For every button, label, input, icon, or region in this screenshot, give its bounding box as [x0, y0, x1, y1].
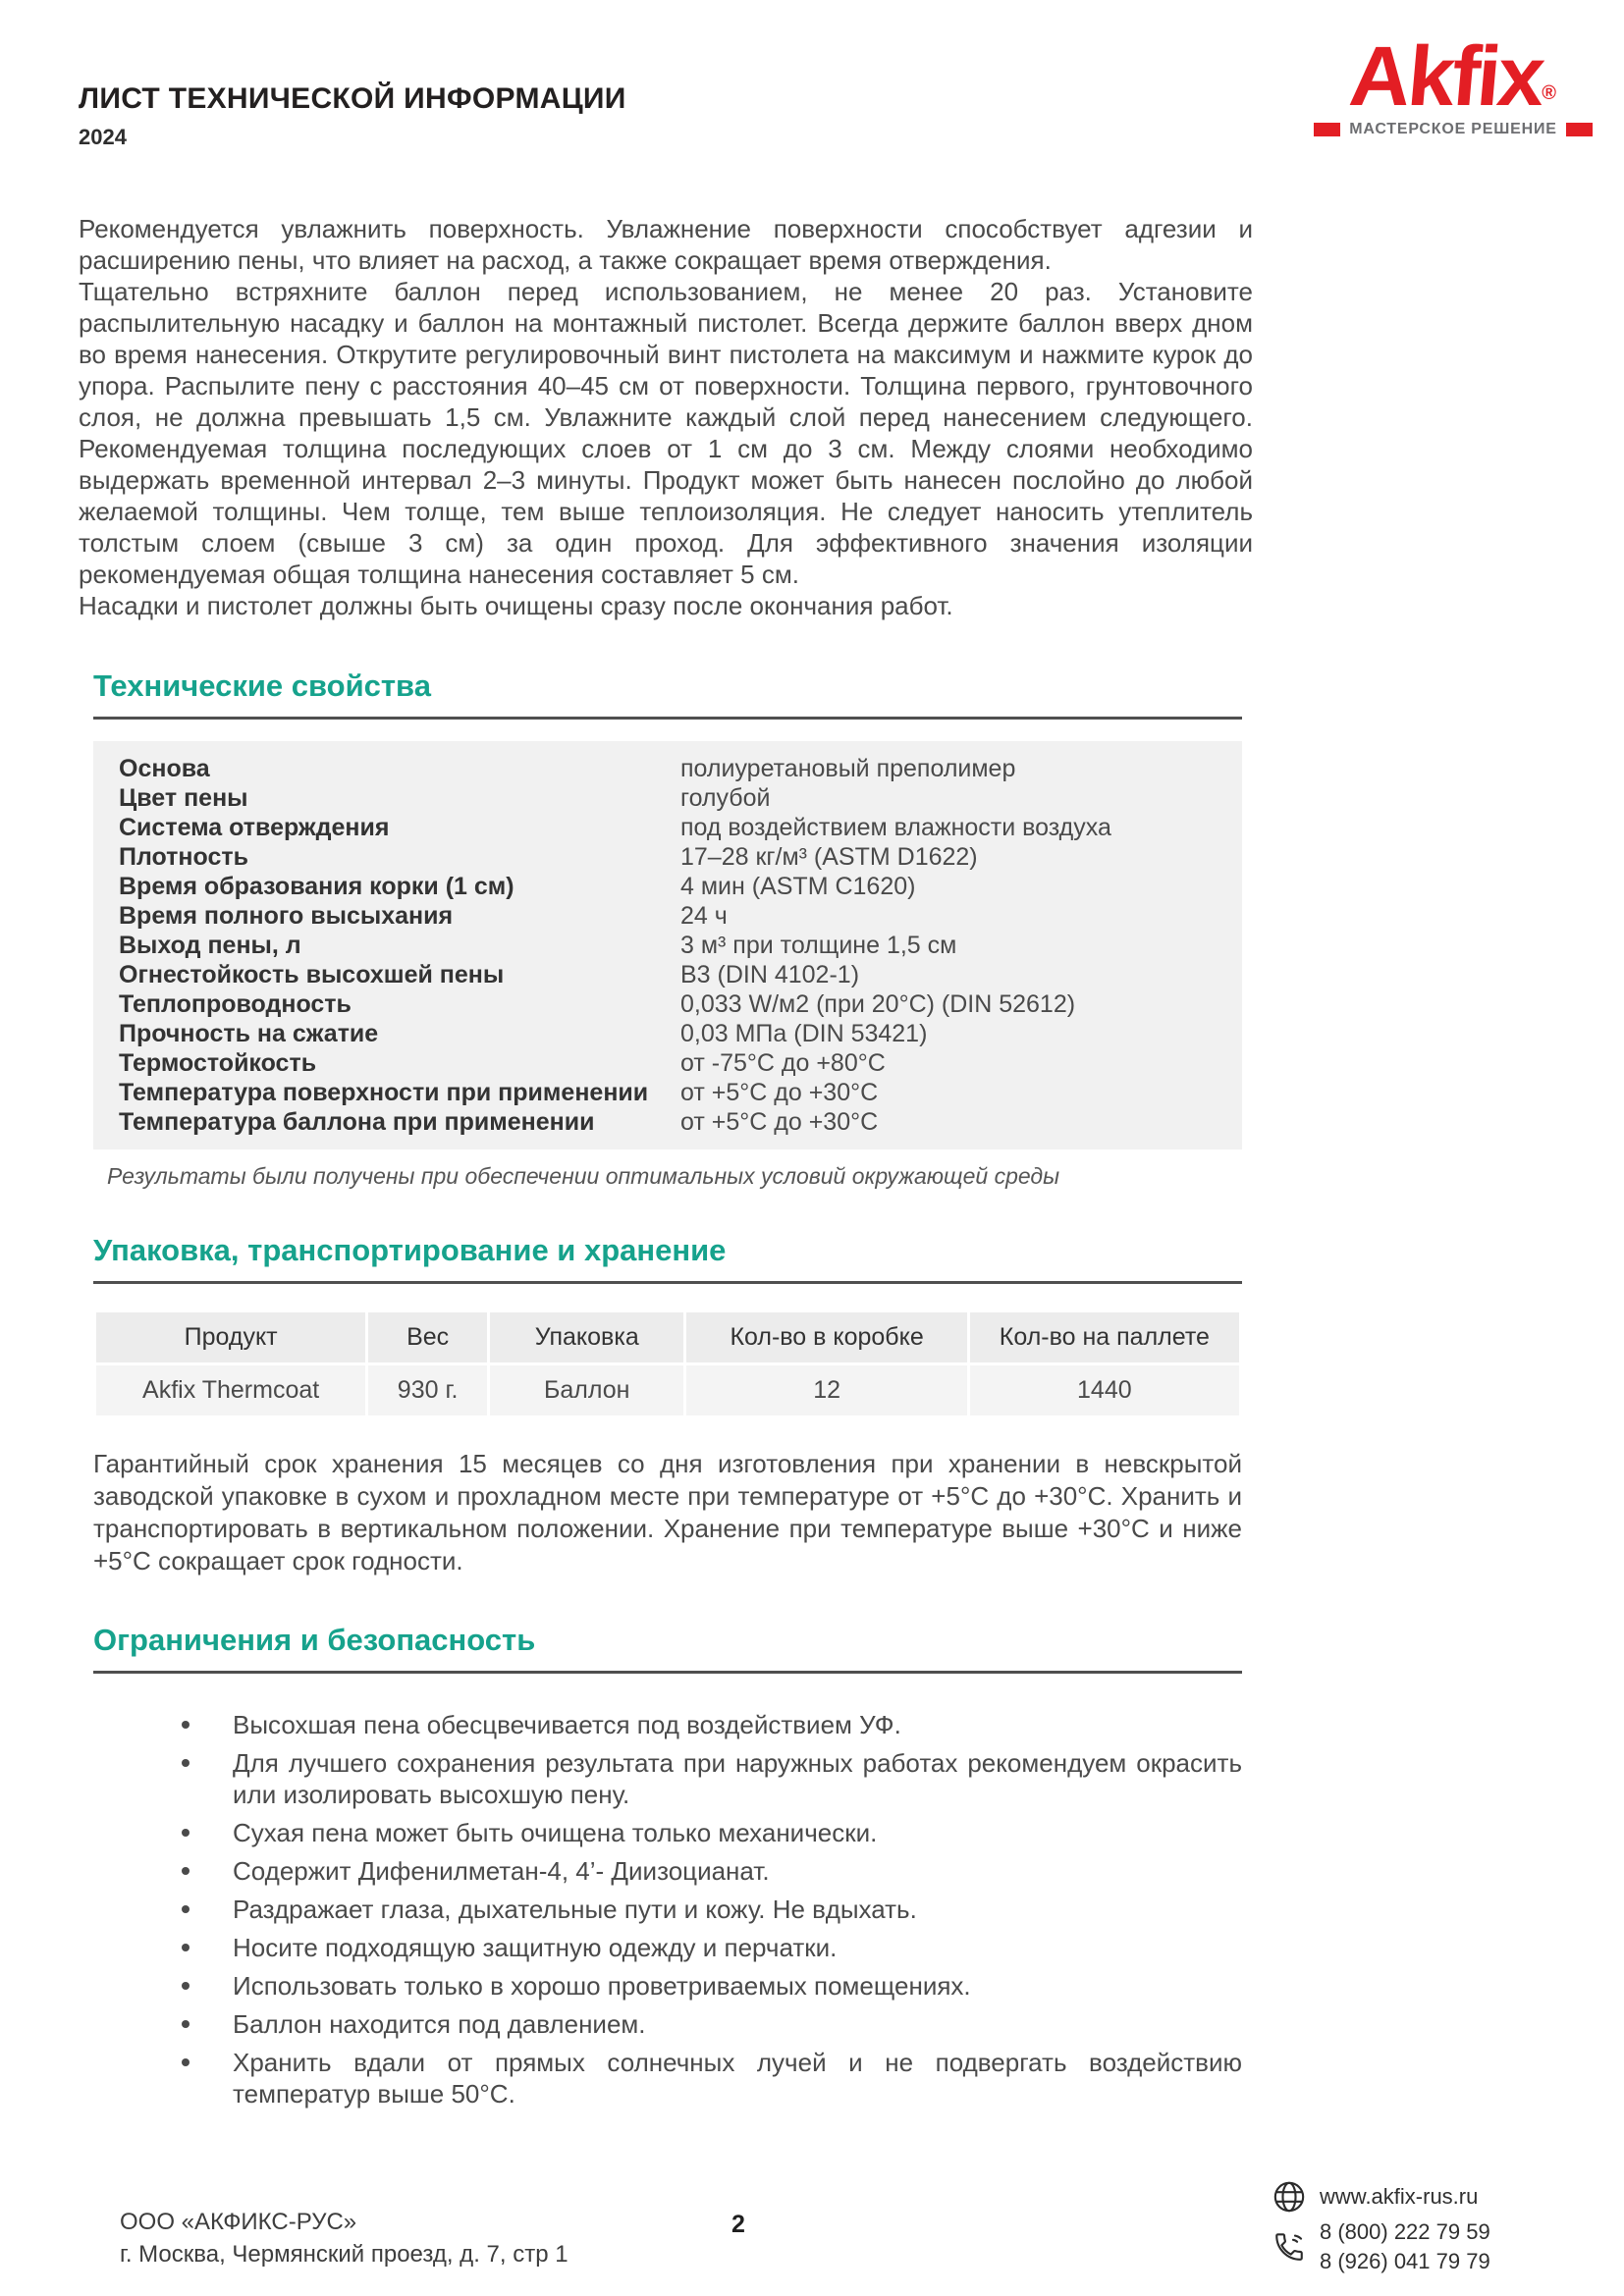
list-item: Баллон находится под давлением.	[93, 2008, 1242, 2040]
brand-tagline	[1327, 121, 1579, 138]
list-item: Раздражает глаза, дыхательные пути и кожу. Не вдыхать.	[93, 1894, 1242, 1925]
cell-qty-pallet: 1440	[968, 1364, 1240, 1417]
page-number: 2	[731, 2211, 745, 2238]
footer-company-block	[120, 2206, 568, 2270]
property-value: под воздействием влажности воздуха	[680, 814, 1111, 841]
property-label: Прочность на сжатие	[119, 1020, 379, 1047]
property-value: от -75°C до +80°C	[680, 1049, 886, 1077]
tagline-bar-right	[1566, 123, 1593, 136]
property-value: от +5°C до +30°C	[680, 1108, 879, 1136]
property-label: Температура поверхности при применении	[119, 1079, 649, 1106]
property-label: Цвет пены	[119, 784, 248, 812]
section-title: Упаковка, транспортирование и хранение	[93, 1233, 727, 1267]
phone-icon	[1272, 2230, 1306, 2264]
phone-numbers	[1320, 2217, 1490, 2276]
property-label: Время полного высыхания	[119, 902, 454, 930]
section-divider	[93, 1671, 1242, 1674]
property-label: Основа	[119, 755, 210, 782]
property-row	[119, 989, 1224, 1019]
safety-list	[93, 1709, 1242, 2109]
property-value: 17–28 кг/м³ (ASTM D1622)	[680, 843, 978, 871]
results-note: Результаты были получены при обеспечении оптимальных условий окружающей среды	[107, 1163, 1060, 1189]
phone-number-1: 8 (800) 222 79 59	[1320, 2219, 1490, 2244]
property-row	[119, 1107, 1224, 1137]
list-item: Содержит Дифенилметан-4, 4’- Диизоцианат.	[93, 1855, 1242, 1887]
list-item: Для лучшего сохранения результата при наружных работах рекомендуем окрасить или изолировать высохшую пену.	[93, 1747, 1242, 1810]
doc-year: 2024	[79, 125, 127, 149]
tagline-text: МАСТЕРСКОЕ РЕШЕНИЕ	[1349, 121, 1557, 138]
section-title: Ограничения и безопасность	[93, 1623, 536, 1657]
column-header-weight: Вес	[367, 1311, 489, 1364]
list-item: Высохшая пена обесцвечивается под воздействием УФ.	[93, 1709, 1242, 1740]
section-title: Технические свойства	[93, 668, 431, 703]
property-label: Система отверждения	[119, 814, 390, 841]
section-technical-properties	[93, 668, 1242, 1190]
property-label: Время образования корки (1 см)	[119, 873, 514, 900]
property-value: 4 мин (ASTM C1620)	[680, 873, 916, 900]
property-value: от +5°C до +30°C	[680, 1079, 879, 1106]
warranty-paragraph: Гарантийный срок хранения 15 месяцев со дня изготовления при хранении в невскрытой заводской упаковке в сухом и прохладном месте при температуре от +5°C до +30°C. Хранить и транспортировать в вертикальном положении. Хранение при температуре выше +30°C и ниже +5°C сокращает срок годности.	[93, 1449, 1242, 1575]
section-packaging	[93, 1233, 1242, 1577]
brand-wordmark	[1327, 29, 1579, 124]
property-row	[119, 754, 1224, 783]
property-row	[119, 1048, 1224, 1078]
cell-product: Akfix Thermcoat	[95, 1364, 367, 1417]
property-row	[119, 842, 1224, 872]
list-item: Использовать только в хорошо проветриваемых помещениях.	[93, 1970, 1242, 2002]
property-label: Термостойкость	[119, 1049, 317, 1077]
list-item: Сухая пена может быть очищена только механически.	[93, 1817, 1242, 1848]
cell-weight: 930 г.	[367, 1364, 489, 1417]
tagline-bar-left	[1314, 123, 1340, 136]
property-value: полиуретановый преполимер	[680, 755, 1016, 782]
property-row	[119, 1019, 1224, 1048]
column-header-packaging: Упаковка	[489, 1311, 685, 1364]
packaging-header-row	[95, 1311, 1241, 1364]
section-safety	[93, 1623, 1242, 2109]
column-header-product: Продукт	[95, 1311, 367, 1364]
property-row	[119, 901, 1224, 931]
property-label: Плотность	[119, 843, 248, 871]
company-name: ООО «АКФИКС-РУС»	[120, 2209, 357, 2235]
packaging-table	[93, 1309, 1242, 1418]
intro-paragraph: Рекомендуется увлажнить поверхность. Увлажнение поверхности способствует адгезии и расширению пены, что влияет на расход, а также сокращает время отверждения.	[79, 214, 1253, 275]
company-address: г. Москва, Чермянский проезд, д. 7, стр 1	[120, 2241, 568, 2268]
brand-logo	[1327, 29, 1579, 138]
property-row	[119, 783, 1224, 813]
property-value: 3 м³ при толщине 1,5 см	[680, 932, 957, 959]
property-row	[119, 931, 1224, 960]
property-row	[119, 960, 1224, 989]
property-value: 0,03 МПа (DIN 53421)	[680, 1020, 928, 1047]
globe-icon	[1272, 2180, 1306, 2214]
page-title: ЛИСТ ТЕХНИЧЕСКОЙ ИНФОРМАЦИИ	[79, 82, 626, 115]
website-row	[1272, 2180, 1490, 2214]
property-label: Выход пены, л	[119, 932, 301, 959]
list-item: Хранить вдали от прямых солнечных лучей и не подвергать воздействию температур выше 50°C.	[93, 2047, 1242, 2109]
property-value: B3 (DIN 4102-1)	[680, 961, 860, 988]
property-label: Теплопроводность	[119, 990, 352, 1018]
property-value: голубой	[680, 784, 771, 812]
column-header-qty-box: Кол-во в коробке	[685, 1311, 968, 1364]
property-value: 0,033 W/м2 (при 20°C) (DIN 52612)	[680, 990, 1076, 1018]
property-value: 24 ч	[680, 902, 728, 930]
phones-row	[1272, 2217, 1490, 2276]
list-item: Носите подходящую защитную одежду и перчатки.	[93, 1932, 1242, 1963]
tech-properties-table	[93, 741, 1242, 1149]
phone-number-2: 8 (926) 041 79 79	[1320, 2249, 1490, 2273]
column-header-qty-pallet: Кол-во на паллете	[968, 1311, 1240, 1364]
property-row	[119, 1078, 1224, 1107]
intro-paragraph: Тщательно встряхните баллон перед использованием, не менее 20 раз. Установите распылительную насадку и баллон на монтажный пистолет. Всегда держите баллон вверх дном во время нанесения. Открутите регулировочный винт пистолета на максимум и нажмите курок до упора. Распылите пену с расстояния 40–45 см от поверхности. Толщина первого, грунтовочного слоя, не должна превышать 1,5 см. Увлажните каждый слой перед нанесением следующего. Рекомендуемая толщина последующих слоев от 1 см до 3 см. Между слоями необходимо выдержать временной интервал 2–3 минуты. Продукт может быть нанесен послойно до любой желаемой толщины. Чем толще, тем выше теплоизоляция. Не следует наносить утеплитель толстым слоем (свыше 3 см) за один проход. Для эффективного значения изоляции рекомендуемая общая толщина нанесения составляет 5 см.	[79, 277, 1253, 589]
registered-mark: ®	[1542, 82, 1557, 104]
property-row	[119, 872, 1224, 901]
cell-packaging: Баллон	[489, 1364, 685, 1417]
cell-qty-box: 12	[685, 1364, 968, 1417]
footer-contacts-block	[1272, 2180, 1490, 2276]
property-row	[119, 813, 1224, 842]
website-link: www.akfix-rus.ru	[1320, 2184, 1479, 2209]
table-row	[95, 1364, 1241, 1417]
intro-paragraph: Насадки и пистолет должны быть очищены сразу после окончания работ.	[79, 591, 953, 620]
property-label: Огнестойкость высохшей пены	[119, 961, 505, 988]
brand-name: Akfix	[1345, 29, 1546, 124]
application-instructions	[79, 213, 1253, 621]
section-divider	[93, 717, 1242, 720]
section-divider	[93, 1281, 1242, 1284]
property-label: Температура баллона при применении	[119, 1108, 595, 1136]
